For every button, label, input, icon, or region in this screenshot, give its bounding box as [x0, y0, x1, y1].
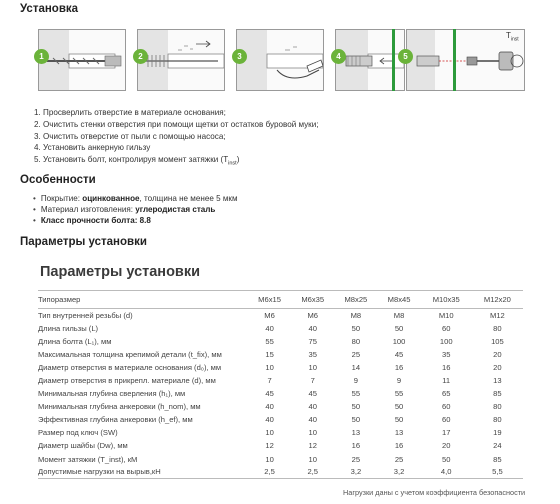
cell-value: 24: [493, 441, 502, 451]
feature-item: • Класс прочности болта: 8.8: [33, 215, 238, 226]
step-badge-3: 3: [232, 49, 247, 64]
cell-value: 10: [265, 454, 274, 464]
step-1-panel: [38, 29, 126, 91]
cell-value: 13: [394, 428, 404, 438]
cell-value: 10: [308, 362, 317, 372]
cell-value: 9: [396, 376, 402, 386]
cell-value: 7: [310, 376, 315, 386]
cell-value: 55: [394, 389, 404, 399]
cell-value: 60: [441, 402, 451, 412]
cell-value: 65: [441, 389, 451, 399]
feature-item: • Покрытие: оцинкованное, толщина не менее 5 мкм: [33, 193, 238, 204]
feature-item: • Материал изготовления: углеродистая сталь: [33, 204, 238, 215]
cell-value: 40: [308, 402, 317, 412]
cell-value: 45: [394, 349, 404, 359]
cell-value: 50: [351, 323, 361, 333]
cell-value: 12: [308, 441, 317, 451]
row-label: Диаметр отверстия в прикрепл. материале (d), мм: [38, 376, 216, 386]
cell-value: 9: [353, 376, 358, 386]
cell-value: 20: [441, 441, 451, 451]
cell-value: 13: [351, 428, 361, 438]
step-item: 2. Очистить стенки отверстия при помощи щетки от остатков буровой муки;: [34, 119, 319, 129]
cell-value: 19: [493, 428, 502, 438]
step-badge-5: 5: [398, 49, 413, 64]
cell-value: 40: [308, 415, 317, 425]
column-header: M8x45: [377, 291, 420, 309]
column-header: M12x20: [472, 291, 523, 309]
table-title: Параметры установки: [40, 264, 201, 280]
table-row: [38, 361, 523, 374]
cell-value: 3,2: [377, 466, 420, 479]
features-list: [33, 193, 238, 226]
cell-value: 40: [308, 323, 317, 333]
step-badge-4: 4: [331, 49, 346, 64]
cell-value: 25: [394, 454, 404, 464]
installation-steps-illustration: [38, 29, 525, 91]
cell-value: M8: [393, 310, 405, 320]
cell-value: 50: [351, 415, 361, 425]
pump-icon: [237, 30, 324, 91]
cell-value: 16: [394, 441, 404, 451]
table-note: Нагрузки даны с учетом коэффициента безопасности: [343, 488, 526, 497]
row-label: Минимальная глубина сверления (h₁), мм: [38, 389, 186, 399]
table-row: [38, 466, 523, 479]
cell-value: 16: [441, 362, 451, 372]
parameters-table: [38, 290, 523, 479]
cell-value: 40: [265, 402, 274, 412]
cell-value: 10: [308, 428, 317, 438]
cell-value: 85: [493, 389, 502, 399]
column-header: M8x25: [334, 291, 377, 309]
cell-value: 55: [351, 389, 361, 399]
row-label: Размер под ключ (SW): [38, 428, 118, 438]
section-heading-install: Установка: [20, 3, 79, 15]
row-label: Длина гильзы (L): [38, 323, 99, 333]
cell-value: 80: [351, 336, 361, 346]
cell-value: 50: [394, 402, 404, 412]
cell-value: M6: [264, 310, 275, 320]
row-label: Тип внутренней резьбы (d): [38, 310, 133, 320]
cell-value: 100: [392, 336, 406, 346]
row-label: Эффективная глубина анкеровки (h_ef), мм: [38, 415, 193, 425]
cell-value: 35: [308, 349, 317, 359]
cell-value: M8: [350, 310, 362, 320]
cell-value: 105: [491, 336, 504, 346]
row-label: Диаметр отверстия в материале основания (d₀), мм: [38, 362, 222, 372]
cell-value: 5,5: [472, 466, 523, 479]
section-heading-params: Параметры установки: [20, 236, 147, 248]
cell-value: 40: [265, 415, 274, 425]
cell-value: 25: [351, 349, 361, 359]
brush-icon: [138, 30, 225, 91]
cell-value: M10: [438, 310, 454, 320]
installation-steps-list: [34, 107, 319, 171]
cell-value: 60: [441, 323, 451, 333]
cell-value: 15: [265, 349, 274, 359]
cell-value: 60: [441, 415, 451, 425]
table-body: [38, 309, 523, 479]
step-badge-2: 2: [133, 49, 148, 64]
table-row: [38, 426, 523, 439]
cell-value: M12: [490, 310, 505, 320]
cell-value: 17: [441, 428, 451, 438]
row-label: Минимальная глубина анкеровки (h_nom), мм: [38, 402, 201, 412]
column-header: M10x35: [421, 291, 472, 309]
cell-value: 20: [493, 349, 502, 359]
table-row: [38, 335, 523, 348]
cell-value: 55: [265, 336, 274, 346]
cell-value: 35: [441, 349, 451, 359]
cell-value: 80: [493, 402, 502, 412]
table-row: [38, 387, 523, 400]
cell-value: 50: [394, 415, 404, 425]
cell-value: 40: [265, 323, 274, 333]
table-row: [38, 400, 523, 413]
row-label: Диаметр шайбы (Dw), мм: [38, 441, 128, 451]
step-item: 5. Установить болт, контролируя момент затяжки $(T_{inst})$: [34, 155, 240, 167]
table-row: [38, 453, 523, 466]
cell-value: 75: [308, 336, 317, 346]
column-header: M6x35: [291, 291, 334, 309]
row-label: Максимальная толщина крепимой детали (t_fix), мм: [38, 349, 222, 359]
cell-value: 50: [441, 454, 451, 464]
cell-value: 10: [308, 454, 317, 464]
cell-value: 80: [493, 415, 502, 425]
section-heading-features: Особенности: [20, 174, 96, 186]
cell-value: 85: [493, 454, 502, 464]
cell-value: 4,0: [421, 466, 472, 479]
header-label: Типоразмер: [38, 291, 248, 309]
cell-value: 45: [308, 389, 317, 399]
cell-value: M6: [307, 310, 319, 320]
row-label: Допустимые нагрузки на вырыв,кН: [38, 466, 248, 479]
cell-value: 14: [351, 362, 361, 372]
cell-value: 50: [351, 402, 361, 412]
column-header: M6x15: [248, 291, 291, 309]
table-row: [38, 322, 523, 335]
step-2-panel: [137, 29, 225, 91]
cell-value: 80: [493, 323, 502, 333]
cell-value: 16: [351, 441, 361, 451]
cell-value: 45: [265, 389, 274, 399]
table-row: [38, 439, 523, 452]
cell-value: 11: [442, 376, 451, 386]
cell-value: 12: [265, 441, 274, 451]
cell-value: 50: [394, 323, 404, 333]
step-item: 1. Просверлить отверстие в материале основания;: [34, 108, 226, 117]
cell-value: 25: [351, 454, 361, 464]
step-item: 4. Установить анкерную гильзу: [34, 143, 151, 153]
cell-value: 7: [267, 376, 272, 386]
table-row: [38, 374, 523, 387]
cell-value: 10: [265, 428, 274, 438]
cell-value: 13: [493, 376, 502, 386]
cell-value: 16: [394, 362, 404, 372]
cell-value: 3,2: [334, 466, 377, 479]
cell-value: 100: [439, 336, 453, 346]
table-row: [38, 309, 523, 322]
cell-value: 2,5: [291, 466, 334, 479]
table-header-row: [38, 291, 523, 309]
cell-value: 2,5: [248, 466, 291, 479]
step-badge-1: 1: [34, 49, 49, 64]
cell-value: 20: [493, 362, 502, 372]
step-3-panel: [236, 29, 324, 91]
row-label: Длина болта (L₁), мм: [38, 336, 112, 346]
step-item: 3. Очистить отверстие от пыли с помощью насоса;: [34, 131, 226, 141]
row-label: Момент затяжки (T_inst), кМ: [38, 454, 138, 464]
torque-label: $T_{inst}$: [506, 31, 519, 43]
table-row: [38, 348, 523, 361]
table-row: [38, 413, 523, 426]
drill-icon: [39, 30, 126, 91]
cell-value: 10: [265, 362, 274, 372]
